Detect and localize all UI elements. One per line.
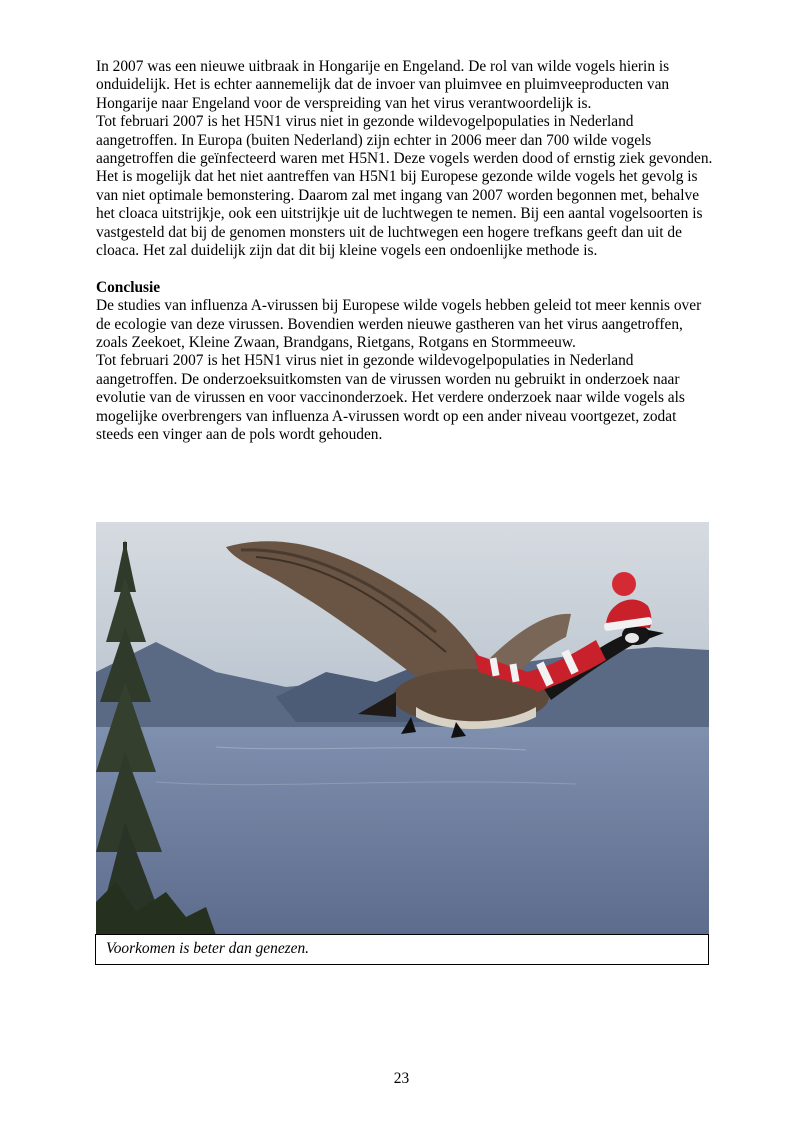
paragraph: In 2007 was een nieuwe uitbraak in Hongarije en Engeland. De rol van wilde vogels hierin is onduidelijk. Het is echter aannemelijk dat de invoer van pluimvee en pluimveeproducten van Hongarije naar Engeland voor de verspreiding van het virus verantwoordelijk is. [96, 58, 670, 112]
paragraph-spacer [96, 260, 716, 278]
paragraph: De studies van influenza A-virussen bij Europese wilde vogels hebben geleid tot meer kennis over de ecologie van deze virussen. Bovendien werden nieuwe gastheren van het virus aangetroffen, zoals Zeekoet, Kleine Zwaan, Brandgans, Rietgans, Rotgans en Stormmeeuw. [96, 297, 702, 352]
paragraph: Tot februari 2007 is het H5N1 virus niet in gezonde wildevogelpopulaties in Nederland aangetroffen. De onderzoeksuitkomsten van de virussen worden nu gebruikt in onderzoek naar evolutie van de virussen en voor vaccinonderzoek. Het verdere onderzoek naar wilde vogels als mogelijke overbrengers van influenza A-virussen wordt op een ander niveau voortgezet, zodat steeds een vinger aan de pols wordt gehouden. [96, 352, 685, 444]
goose-photo [96, 522, 709, 935]
figure-caption [95, 934, 709, 965]
paragraph: Het is mogelijk dat het niet aantreffen van H5N1 bij Europese gezonde wilde vogels het gevolg is van niet optimale bemonstering. Daarom zal met ingang van 2007 worden begonnen met, behalve het cloaca uitstrijkje, ook een uitstrijkje uit de luchtwegen te nemen. Bij een aantal vogelsoorten is vastgesteld dat bij de genomen monsters uit de luchtwegen een hogere trefkans geeft dan uit de cloaca. Het zal duidelijk zijn dat dit bij kleine vogels een ondoenlijke methode is. [96, 168, 703, 260]
caption-text: Voorkomen is beter dan genezen. [106, 940, 310, 957]
water [96, 727, 709, 935]
document-body [96, 58, 716, 445]
page-number: 23 [393, 1070, 410, 1087]
paragraph: Tot februari 2007 is het H5N1 virus niet in gezonde wildevogelpopulaties in Nederland aangetroffen. In Europa (buiten Nederland) zijn echter in 2006 meer dan 700 wilde vogels aangetroffen die geïnfecteerd waren met H5N1. Deze vogels werden dood of ernstig ziek gevonden. [96, 113, 713, 168]
section-heading: Conclusie [96, 278, 161, 296]
goose-illustration [96, 522, 709, 935]
goose-cheek [625, 633, 639, 643]
